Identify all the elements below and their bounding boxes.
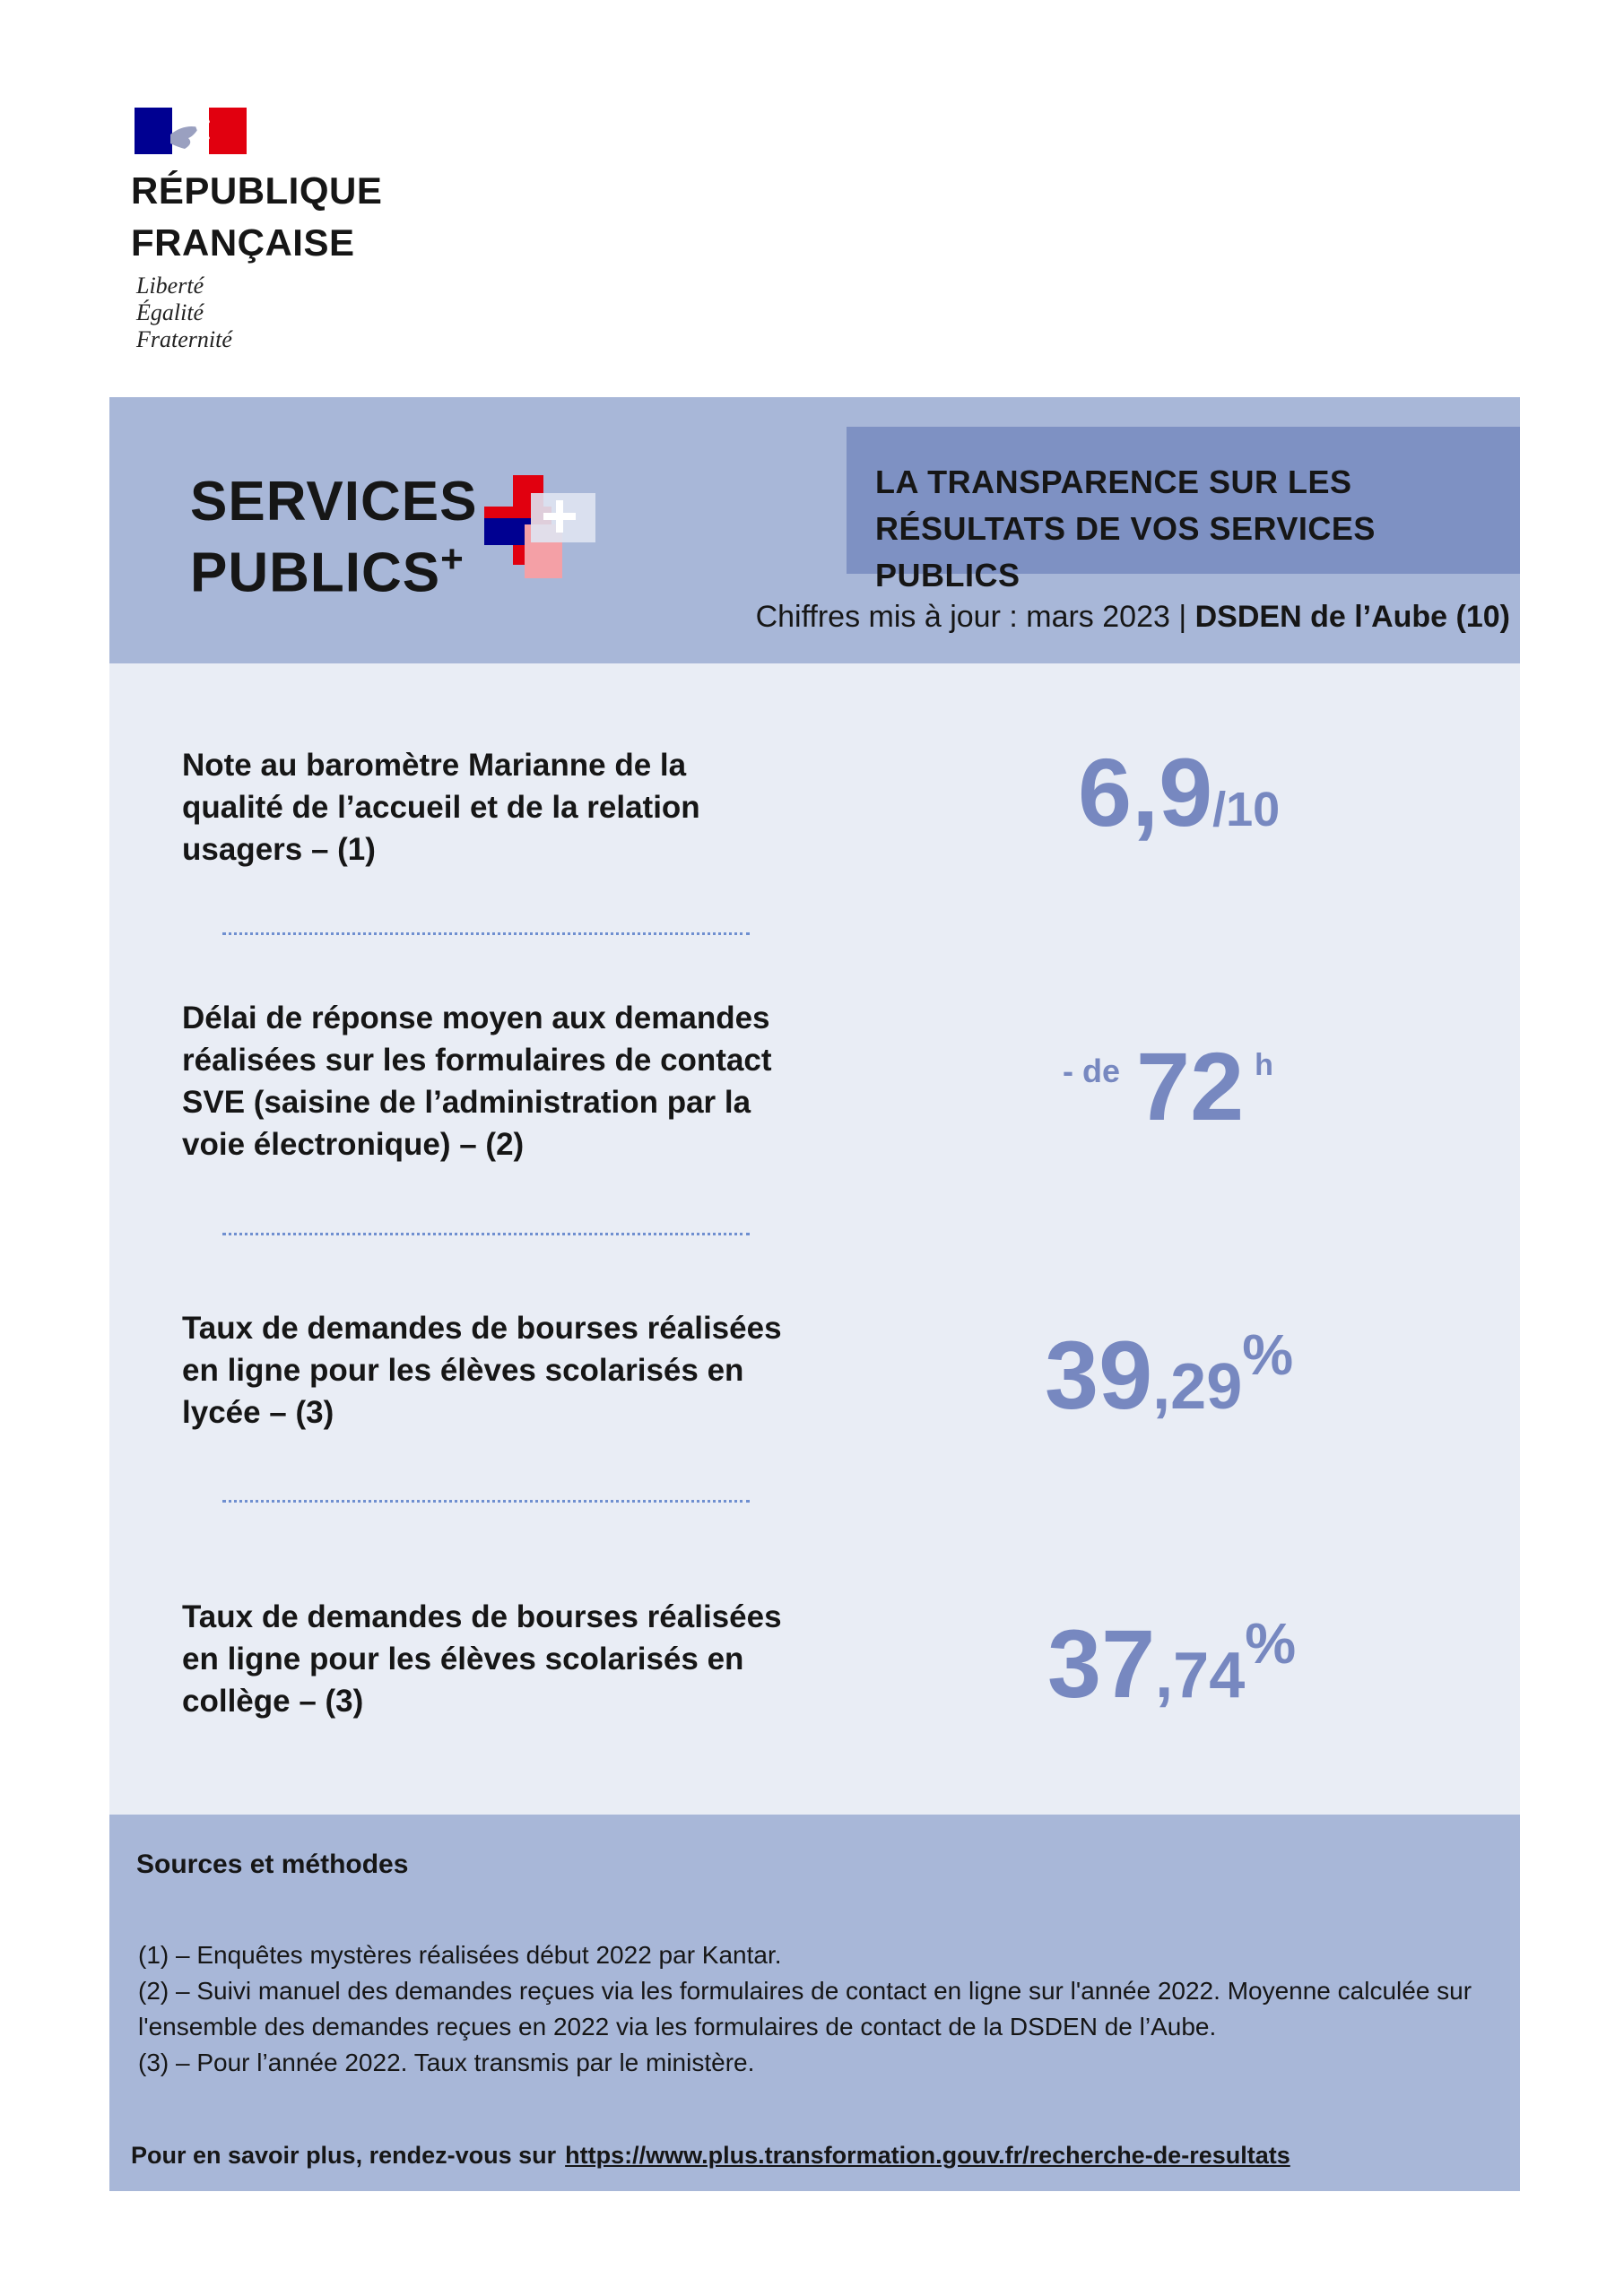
indicator-4-value: 37,74% [1047,1609,1297,1718]
indicator-2-value: - de 72 h [1063,1032,1273,1140]
more-info-line: Pour en savoir plus, rendez-vous sur https://www.plus.transformation.gouv.fr/recherche-de-resultats [131,2142,1290,2169]
results-link[interactable]: https://www.plus.transformation.gouv.fr/recherche-de-resultats [565,2142,1290,2169]
divider [222,1233,750,1235]
update-line: Chiffres mis à jour : mars 2023 | DSDEN de l’Aube (10) [755,600,1510,634]
republic-name: RÉPUBLIQUE FRANÇAISE [131,169,383,264]
divider [222,932,750,935]
sources-title: Sources et méthodes [136,1850,409,1879]
republic-motto: Liberté Égalité Fraternité [136,273,232,352]
services-publics-cross-icon [484,475,596,578]
indicator-3-label: Taux de demandes de bourses réalisées en ligne pour les élèves scolarisés en lycée – (3) [182,1311,782,1430]
indicator-4-label: Taux de demandes de bourses réalisées en ligne pour les élèves scolarisés en collège – (3) [182,1599,782,1719]
indicator-2-label: Délai de réponse moyen aux demandes réalisées sur les formulaires de contact SVE (saisine de l’administration par la voie électronique) – (2) [182,1001,772,1162]
services-publics-logo-text: SERVICES PUBLICS+ [190,471,478,604]
marianne-flag-icon [135,108,247,154]
indicator-1-value: 6,9/10 [1078,738,1281,846]
page-title: LA TRANSPARENCE SUR LES RÉSULTATS DE VOS SERVICES PUBLICS [875,464,1376,593]
indicator-1-label: Note au baromètre Marianne de la qualité de l’accueil et de la relation usagers – (1) [182,748,700,867]
sources-notes: (1) – Enquêtes mystères réalisées début 2022 par Kantar. (2) – Suivi manuel des demandes reçues via les formulaires de contact en ligne sur l'année 2022. Moyenne calculée sur l'ensemble des demandes reçues en 2022 via les formulaires de contact de la DSDEN de l’Aube. (3) – Pour l’année 2022. Taux transmis par le ministère. [138,1941,1472,2076]
indicator-3-value: 39,29% [1045,1321,1294,1429]
divider [222,1500,750,1503]
